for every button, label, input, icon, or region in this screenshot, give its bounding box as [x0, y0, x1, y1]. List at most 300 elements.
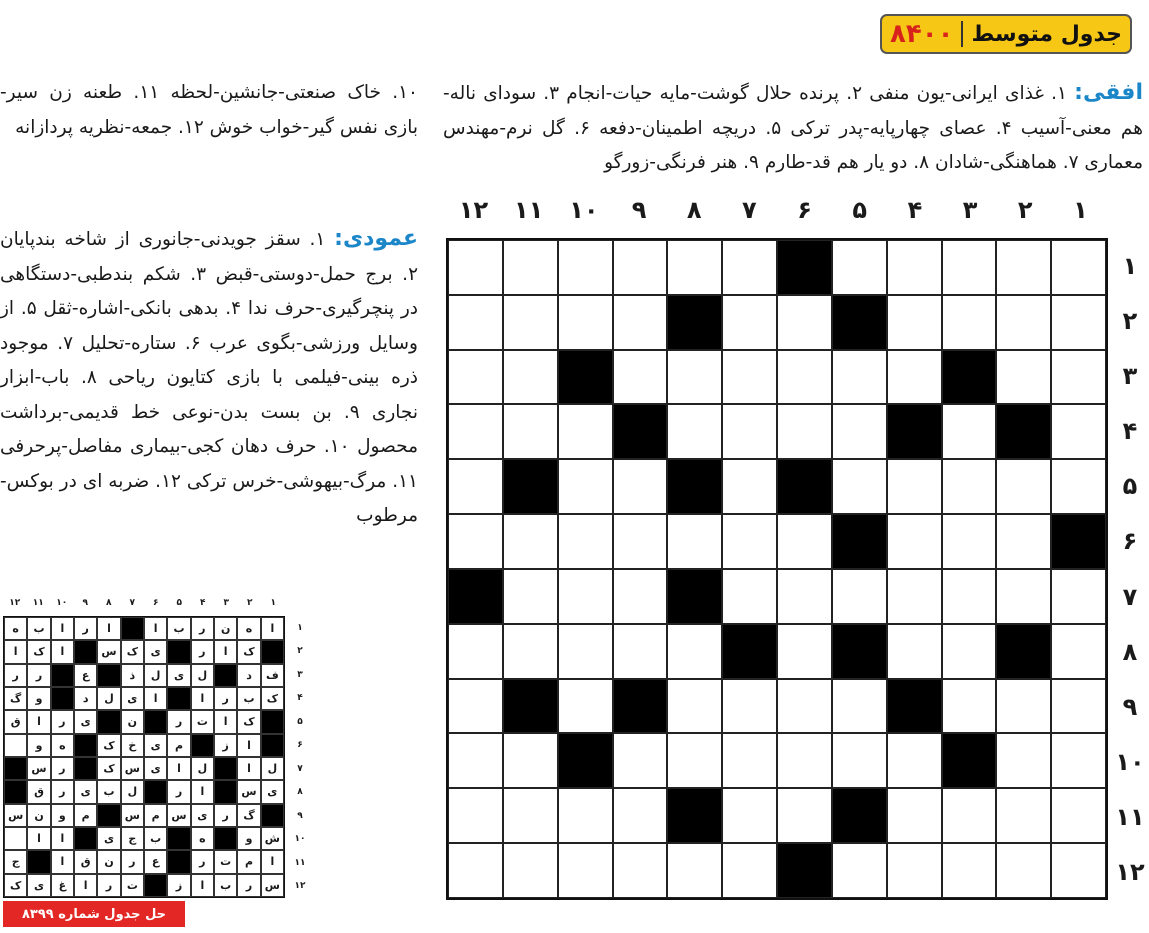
- answer-cell[interactable]: [777, 679, 832, 734]
- solution-letter-cell: ا: [27, 710, 50, 733]
- answer-cell[interactable]: [667, 404, 722, 459]
- solution-black-cell: [191, 734, 214, 757]
- black-cell: [503, 459, 558, 514]
- solution-black-cell: [167, 827, 190, 850]
- answer-cell[interactable]: [448, 295, 503, 350]
- solution-letter-cell: ب: [167, 617, 190, 640]
- solution-letter-cell: ی: [74, 780, 97, 803]
- solution-letter-cell: و: [237, 827, 260, 850]
- black-cell: [613, 404, 668, 459]
- column-number: ۳: [962, 196, 978, 224]
- solution-letter-cell: ر: [214, 687, 237, 710]
- answer-cell[interactable]: [832, 843, 887, 898]
- answer-cell[interactable]: [887, 514, 942, 569]
- answer-cell[interactable]: [558, 240, 613, 295]
- solution-row-number: ۱۲: [294, 881, 306, 892]
- solution-letter-cell: ی: [97, 827, 120, 850]
- solution-letter-cell: ا: [261, 617, 284, 640]
- solution-letter-cell: ه: [4, 617, 27, 640]
- answer-cell[interactable]: [887, 240, 942, 295]
- solution-letter-cell: ی: [144, 734, 167, 757]
- answer-cell[interactable]: [996, 295, 1051, 350]
- answer-cell[interactable]: [1051, 624, 1106, 679]
- answer-cell[interactable]: [942, 514, 997, 569]
- solution-letter-cell: ر: [51, 757, 74, 780]
- solution-letter-cell: ت: [121, 874, 144, 897]
- answer-cell[interactable]: [448, 459, 503, 514]
- answer-cell[interactable]: [996, 514, 1051, 569]
- answer-cell[interactable]: [942, 624, 997, 679]
- solution-letter-cell: و: [51, 804, 74, 827]
- row-number: ۷: [1122, 582, 1138, 611]
- answer-cell[interactable]: [448, 679, 503, 734]
- solution-row-number: ۸: [297, 787, 303, 798]
- answer-cell[interactable]: [832, 404, 887, 459]
- answer-cell[interactable]: [613, 788, 668, 843]
- answer-cell[interactable]: [558, 788, 613, 843]
- solution-black-cell: [167, 850, 190, 873]
- solution-letter-cell: س: [4, 804, 27, 827]
- answer-cell[interactable]: [448, 240, 503, 295]
- answer-cell[interactable]: [996, 459, 1051, 514]
- answer-cell[interactable]: [558, 679, 613, 734]
- answer-cell[interactable]: [667, 240, 722, 295]
- solution-letter-cell: م: [144, 804, 167, 827]
- solution-letter-cell: ب: [214, 874, 237, 897]
- solution-letter-cell: [4, 734, 27, 757]
- answer-cell[interactable]: [942, 843, 997, 898]
- across-clues-text-continued: ۱۰. خاک صنعتی-جانشین-لحظه ۱۱. طعنه زن سیر-بازی نفس گیر-خواب خوش ۱۲. جمعه-نظریه پردازانه: [0, 82, 418, 138]
- answer-cell[interactable]: [832, 350, 887, 405]
- solution-black-cell: [144, 710, 167, 733]
- solution-letter-cell: س: [167, 804, 190, 827]
- answer-cell[interactable]: [448, 788, 503, 843]
- solution-letter-cell: ا: [27, 827, 50, 850]
- across-clues: [443, 76, 1143, 181]
- solution-black-cell: [214, 757, 237, 780]
- answer-cell[interactable]: [1051, 404, 1106, 459]
- row-number: ۵: [1122, 472, 1138, 501]
- answer-cell[interactable]: [832, 459, 887, 514]
- answer-cell[interactable]: [777, 514, 832, 569]
- solution-letter-cell: ع: [74, 664, 97, 687]
- solution-letter-cell: ن: [27, 804, 50, 827]
- answer-cell[interactable]: [448, 350, 503, 405]
- solution-black-cell: [27, 850, 50, 873]
- solution-letter-cell: ی: [27, 874, 50, 897]
- solution-letter-cell: ی: [261, 780, 284, 803]
- solution-letter-cell: ک: [261, 687, 284, 710]
- solution-letter-cell: خ: [121, 734, 144, 757]
- answer-cell[interactable]: [613, 295, 668, 350]
- row-number: ۱۱: [1115, 803, 1145, 832]
- answer-cell[interactable]: [613, 624, 668, 679]
- answer-cell[interactable]: [613, 733, 668, 788]
- answer-cell[interactable]: [1051, 679, 1106, 734]
- answer-cell[interactable]: [996, 679, 1051, 734]
- answer-cell[interactable]: [448, 624, 503, 679]
- answer-cell[interactable]: [503, 733, 558, 788]
- across-clues-continued: [0, 76, 418, 145]
- black-cell: [722, 624, 777, 679]
- solution-letter-cell: م: [237, 850, 260, 873]
- answer-cell[interactable]: [942, 404, 997, 459]
- solution-letter-cell: ل: [191, 664, 214, 687]
- solution-black-cell: [261, 710, 284, 733]
- answer-cell[interactable]: [942, 679, 997, 734]
- crossword-grid[interactable]: [446, 238, 1108, 900]
- title-divider: [961, 21, 963, 47]
- answer-cell[interactable]: [667, 350, 722, 405]
- answer-cell[interactable]: [777, 404, 832, 459]
- solution-letter-cell: س: [121, 757, 144, 780]
- answer-cell[interactable]: [722, 788, 777, 843]
- solution-letter-cell: ا: [51, 617, 74, 640]
- solution-letter-cell: ن: [214, 617, 237, 640]
- solution-black-cell: [97, 664, 120, 687]
- solution-letter-cell: ک: [237, 710, 260, 733]
- solution-column-number: ۴: [200, 598, 206, 608]
- answer-cell[interactable]: [887, 295, 942, 350]
- solution-letter-cell: س: [237, 780, 260, 803]
- answer-cell[interactable]: [722, 843, 777, 898]
- answer-cell[interactable]: [942, 240, 997, 295]
- solution-letter-cell: ذ: [121, 664, 144, 687]
- answer-cell[interactable]: [1051, 459, 1106, 514]
- black-cell: [996, 624, 1051, 679]
- solution-column-number: ۸: [106, 598, 112, 608]
- answer-cell[interactable]: [558, 295, 613, 350]
- down-clues: [0, 222, 418, 534]
- solution-black-cell: [4, 757, 27, 780]
- solution-row-number: ۱۱: [294, 857, 306, 868]
- column-number: ۱۱: [514, 196, 544, 224]
- answer-cell[interactable]: [1051, 240, 1106, 295]
- black-cell: [832, 788, 887, 843]
- solution-column-number: ۲: [247, 598, 253, 608]
- black-cell: [613, 679, 668, 734]
- solution-column-number: ۹: [82, 598, 88, 608]
- puzzle-title-box: [880, 14, 1132, 54]
- answer-cell[interactable]: [613, 569, 668, 624]
- solution-letter-cell: ا: [144, 617, 167, 640]
- answer-cell[interactable]: [558, 404, 613, 459]
- solution-black-cell: [214, 780, 237, 803]
- solution-black-cell: [214, 664, 237, 687]
- solution-letter-cell: س: [27, 757, 50, 780]
- answer-cell[interactable]: [942, 295, 997, 350]
- solution-row-number: ۹: [297, 810, 303, 821]
- answer-cell[interactable]: [667, 514, 722, 569]
- solution-letter-cell: ج: [4, 850, 27, 873]
- answer-cell[interactable]: [503, 404, 558, 459]
- solution-letter-cell: ز: [167, 874, 190, 897]
- solution-letter-cell: ن: [121, 710, 144, 733]
- black-cell: [667, 569, 722, 624]
- solution-letter-cell: ب: [237, 687, 260, 710]
- solution-column-number: ۱: [270, 598, 276, 608]
- answer-cell[interactable]: [722, 350, 777, 405]
- answer-cell[interactable]: [832, 240, 887, 295]
- column-numbers: [446, 196, 1108, 224]
- solution-black-cell: [97, 804, 120, 827]
- solution-letter-cell: گ: [4, 687, 27, 710]
- solution-letter-cell: ی: [191, 804, 214, 827]
- row-number: ۴: [1122, 417, 1138, 446]
- answer-cell[interactable]: [996, 843, 1051, 898]
- answer-cell[interactable]: [887, 350, 942, 405]
- solution-black-cell: [261, 640, 284, 663]
- answer-cell[interactable]: [722, 459, 777, 514]
- answer-cell[interactable]: [1051, 569, 1106, 624]
- answer-cell[interactable]: [832, 569, 887, 624]
- column-number: ۲: [1017, 196, 1033, 224]
- solution-letter-cell: ب: [27, 617, 50, 640]
- answer-cell[interactable]: [503, 624, 558, 679]
- black-cell: [1051, 514, 1106, 569]
- answer-cell[interactable]: [448, 733, 503, 788]
- answer-cell[interactable]: [558, 843, 613, 898]
- answer-cell[interactable]: [996, 733, 1051, 788]
- solution-letter-cell: ن: [97, 850, 120, 873]
- answer-cell[interactable]: [777, 350, 832, 405]
- answer-cell[interactable]: [722, 569, 777, 624]
- solution-letter-cell: ر: [191, 640, 214, 663]
- puzzle-number: ۸۴۰۰: [889, 19, 954, 49]
- solution-letter-cell: ت: [191, 710, 214, 733]
- answer-cell[interactable]: [887, 624, 942, 679]
- answer-cell[interactable]: [613, 459, 668, 514]
- answer-cell[interactable]: [887, 459, 942, 514]
- solution-letter-cell: ر: [121, 850, 144, 873]
- solution-black-cell: [51, 664, 74, 687]
- solution-letter-cell: ی: [144, 640, 167, 663]
- black-cell: [503, 679, 558, 734]
- solution-black-cell: [144, 780, 167, 803]
- answer-cell[interactable]: [887, 788, 942, 843]
- answer-cell[interactable]: [722, 514, 777, 569]
- answer-cell[interactable]: [503, 295, 558, 350]
- solution-black-cell: [167, 640, 190, 663]
- row-number: ۱: [1122, 251, 1138, 280]
- answer-cell[interactable]: [1051, 733, 1106, 788]
- answer-cell[interactable]: [777, 733, 832, 788]
- solution-letter-cell: ق: [4, 710, 27, 733]
- solution-letter-cell: د: [74, 687, 97, 710]
- solution-letter-cell: ر: [4, 664, 27, 687]
- solution-letter-cell: گ: [237, 804, 260, 827]
- solution-letter-cell: ک: [97, 734, 120, 757]
- answer-cell[interactable]: [503, 350, 558, 405]
- solution-black-cell: [74, 640, 97, 663]
- solution-column-number: ۱۱: [32, 598, 44, 608]
- solution-letter-cell: ق: [74, 850, 97, 873]
- solution-letter-cell: س: [121, 804, 144, 827]
- answer-cell[interactable]: [448, 843, 503, 898]
- black-cell: [832, 295, 887, 350]
- solution-letter-cell: و: [27, 687, 50, 710]
- answer-cell[interactable]: [448, 514, 503, 569]
- solution-row-number: ۷: [297, 763, 303, 774]
- column-number: ۶: [797, 196, 812, 224]
- solution-letter-cell: ا: [51, 640, 74, 663]
- solution-letter-cell: ب: [144, 827, 167, 850]
- solution-letter-cell: ک: [4, 874, 27, 897]
- solution-letter-cell: ا: [191, 687, 214, 710]
- column-number: ۱۲: [458, 196, 489, 224]
- solution-row-number: ۲: [297, 646, 303, 657]
- black-cell: [777, 843, 832, 898]
- solution-letter-cell: ر: [191, 850, 214, 873]
- answer-cell[interactable]: [722, 679, 777, 734]
- answer-cell[interactable]: [887, 569, 942, 624]
- solution-black-cell: [167, 687, 190, 710]
- answer-cell[interactable]: [503, 514, 558, 569]
- across-heading: افقی:: [1074, 80, 1144, 105]
- row-number: ۶: [1122, 527, 1138, 556]
- solution-letter-cell: ا: [51, 850, 74, 873]
- solution-column-number: ۳: [223, 598, 229, 608]
- answer-cell[interactable]: [667, 679, 722, 734]
- solution-black-cell: [74, 734, 97, 757]
- solution-letter-cell: ت: [214, 850, 237, 873]
- answer-cell[interactable]: [832, 679, 887, 734]
- answer-cell[interactable]: [1051, 350, 1106, 405]
- black-cell: [942, 350, 997, 405]
- answer-cell[interactable]: [1051, 295, 1106, 350]
- solution-letter-cell: ک: [237, 640, 260, 663]
- answer-cell[interactable]: [996, 569, 1051, 624]
- solution-label: حل جدول شماره ۸۳۹۹: [3, 901, 185, 927]
- solution-column-number: ۷: [129, 598, 135, 608]
- black-cell: [887, 404, 942, 459]
- solution-row-number: ۶: [297, 740, 303, 751]
- black-cell: [558, 733, 613, 788]
- solution-letter-cell: ه: [51, 734, 74, 757]
- answer-cell[interactable]: [503, 788, 558, 843]
- row-number: ۹: [1122, 692, 1138, 721]
- solution-letter-cell: ی: [144, 757, 167, 780]
- solution-letter-cell: ف: [261, 664, 284, 687]
- answer-cell[interactable]: [558, 459, 613, 514]
- solution-letter-cell: ر: [97, 874, 120, 897]
- solution-letter-cell: ی: [167, 664, 190, 687]
- solution-letter-cell: ا: [51, 827, 74, 850]
- answer-cell[interactable]: [558, 624, 613, 679]
- solution-letter-cell: ش: [261, 827, 284, 850]
- column-number: ۴: [907, 196, 923, 224]
- solution-black-cell: [144, 874, 167, 897]
- answer-cell[interactable]: [942, 569, 997, 624]
- answer-cell[interactable]: [667, 843, 722, 898]
- solution-letter-cell: ل: [97, 687, 120, 710]
- solution-letter-cell: ل: [261, 757, 284, 780]
- answer-cell[interactable]: [1051, 788, 1106, 843]
- solution-row-numbers: [289, 616, 311, 898]
- answer-cell[interactable]: [777, 788, 832, 843]
- solution-letter-cell: س: [261, 874, 284, 897]
- solution-row-number: ۵: [297, 716, 303, 727]
- solution-letter-cell: ا: [191, 874, 214, 897]
- row-number: ۲: [1122, 306, 1138, 335]
- answer-cell[interactable]: [503, 240, 558, 295]
- solution-row-number: ۱۰: [294, 834, 306, 845]
- answer-cell[interactable]: [613, 514, 668, 569]
- column-number: ۹: [631, 196, 647, 224]
- answer-cell[interactable]: [777, 624, 832, 679]
- answer-cell[interactable]: [942, 788, 997, 843]
- across-clues-text: ۱. غذای ایرانی-یون منفی ۲. پرنده حلال گوشت-مایه حیات-انجام ۳. سودای ناله-هم معنی-آسیب ۴. عصای چهارپایه-پدر ترکی ۵. دریچه اطمینان-دفعه ۶. گل نرم-مهندس معماری ۷. هماهنگی-شادان ۸. دو یار هم قد-طارم ۹. هنر فرنگی-زورگو: [443, 83, 1143, 173]
- solution-letter-cell: ا: [167, 757, 190, 780]
- answer-cell[interactable]: [722, 240, 777, 295]
- answer-cell[interactable]: [503, 569, 558, 624]
- solution-letter-cell: ا: [4, 640, 27, 663]
- black-cell: [558, 350, 613, 405]
- solution-letter-cell: س: [97, 640, 120, 663]
- answer-cell[interactable]: [667, 733, 722, 788]
- answer-cell[interactable]: [942, 459, 997, 514]
- answer-cell[interactable]: [887, 733, 942, 788]
- answer-cell[interactable]: [722, 733, 777, 788]
- answer-cell[interactable]: [558, 569, 613, 624]
- solution-black-cell: [51, 687, 74, 710]
- solution-column-number: ۱۰: [56, 598, 68, 608]
- answer-cell[interactable]: [613, 350, 668, 405]
- solution-letter-cell: ب: [97, 780, 120, 803]
- answer-cell[interactable]: [996, 240, 1051, 295]
- solution-letter-cell: ر: [27, 664, 50, 687]
- solution-column-number: ۶: [153, 598, 159, 608]
- solution-black-cell: [261, 804, 284, 827]
- answer-cell[interactable]: [832, 733, 887, 788]
- answer-cell[interactable]: [667, 624, 722, 679]
- down-heading: عمودی:: [334, 226, 418, 251]
- answer-cell[interactable]: [777, 295, 832, 350]
- answer-cell[interactable]: [722, 404, 777, 459]
- answer-cell[interactable]: [722, 295, 777, 350]
- column-number: ۱: [1073, 196, 1088, 224]
- solution-letter-cell: ر: [51, 710, 74, 733]
- column-number: ۸: [686, 196, 702, 224]
- solution-black-cell: [261, 734, 284, 757]
- solution-letter-cell: ا: [191, 780, 214, 803]
- answer-cell[interactable]: [613, 240, 668, 295]
- answer-cell[interactable]: [777, 569, 832, 624]
- black-cell: [777, 459, 832, 514]
- answer-cell[interactable]: [887, 843, 942, 898]
- answer-cell[interactable]: [996, 350, 1051, 405]
- answer-cell[interactable]: [558, 514, 613, 569]
- solution-letter-cell: ی: [121, 687, 144, 710]
- solution-letter-cell: ر: [214, 804, 237, 827]
- black-cell: [887, 679, 942, 734]
- solution-letter-cell: ر: [191, 617, 214, 640]
- solution-letter-cell: ع: [144, 850, 167, 873]
- answer-cell[interactable]: [1051, 843, 1106, 898]
- answer-cell[interactable]: [996, 788, 1051, 843]
- solution-letter-cell: ی: [74, 710, 97, 733]
- answer-cell[interactable]: [613, 843, 668, 898]
- black-cell: [942, 733, 997, 788]
- solution-row-number: ۴: [297, 693, 303, 704]
- solution-letter-cell: ر: [74, 617, 97, 640]
- solution-letter-cell: [4, 827, 27, 850]
- solution-letter-cell: ک: [97, 757, 120, 780]
- solution-letter-cell: ه: [191, 827, 214, 850]
- answer-cell[interactable]: [448, 404, 503, 459]
- black-cell: [832, 514, 887, 569]
- answer-cell[interactable]: [503, 843, 558, 898]
